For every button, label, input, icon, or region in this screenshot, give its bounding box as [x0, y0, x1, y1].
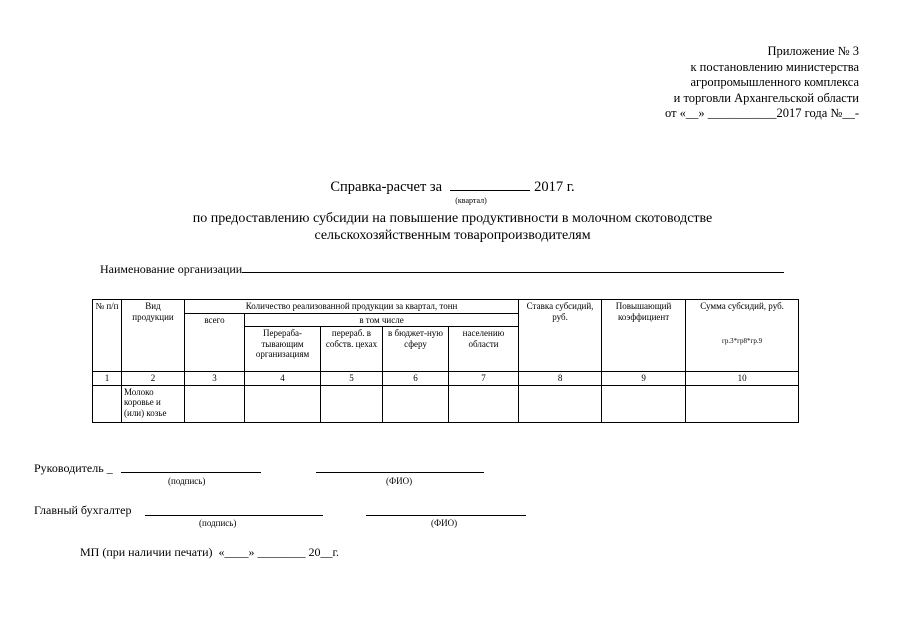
cell-coefficient	[602, 385, 686, 422]
seal-date: «____» ________ 20__г.	[218, 545, 340, 559]
table-row	[93, 385, 799, 422]
header-product: Вид продукции	[122, 300, 185, 372]
appendix-line: к постановлению министерства	[690, 59, 859, 74]
title-suffix: 2017 г.	[534, 179, 575, 195]
cell-total	[185, 385, 245, 422]
column-numbers-row	[93, 372, 799, 386]
cell-num	[93, 385, 122, 422]
header-including: в том числе	[245, 313, 519, 327]
header-population: населению области	[449, 327, 519, 372]
subtitle-line: по предоставлению субсидии на повышение продуктивности в молочном скотоводстве	[192, 211, 713, 226]
accountant-signature-line	[145, 515, 323, 516]
organization-label: Наименование организации	[100, 262, 243, 276]
accountant-name-caption: (ФИО)	[431, 518, 458, 528]
cell-sum	[686, 385, 799, 422]
sum-formula: гр.3*гр8*гр.9	[722, 336, 763, 345]
appendix-line: Приложение № 3	[767, 44, 859, 58]
header-rate: Ставка субсидий, руб.	[519, 300, 602, 372]
document-subtitle	[0, 210, 905, 244]
header-sum-label: Сумма субсидий, руб.	[700, 301, 784, 311]
column-number: 7	[449, 372, 519, 386]
cell-budget	[383, 385, 449, 422]
head-signature-label	[34, 461, 113, 476]
document-title	[0, 178, 905, 196]
head-name-caption: (ФИО)	[386, 476, 413, 486]
header-own-workshops: перераб. в собств. цехах	[321, 327, 383, 372]
column-number: 5	[321, 372, 383, 386]
accountant-signature-caption: (подпись)	[199, 518, 237, 528]
column-number: 3	[185, 372, 245, 386]
head-name-line	[316, 472, 484, 473]
organization-blank-line	[242, 261, 784, 273]
cell-own-workshops	[321, 385, 383, 422]
head-label-text: Руководитель	[34, 461, 104, 475]
seal-row	[80, 545, 339, 560]
head-signature-line	[121, 472, 261, 473]
head-signature-caption: (подпись)	[168, 476, 206, 486]
quarter-blank-line	[450, 178, 530, 191]
header-total: всего	[185, 313, 245, 372]
appendix-header	[499, 44, 859, 122]
accountant-signature-label: Главный бухгалтер	[34, 503, 132, 517]
header-processing: Перераба-тывающим организациям	[245, 327, 321, 372]
cell-population	[449, 385, 519, 422]
seal-label: МП (при наличии печати)	[80, 545, 213, 559]
header-quantity: Количество реализованной продукции за квартал, тонн	[185, 300, 519, 314]
header-coefficient: Повышающий коэффициент	[602, 300, 686, 372]
quarter-note: (квартал)	[455, 196, 487, 205]
head-dash: _	[106, 461, 113, 475]
header-budget: в бюджет-ную сферу	[383, 327, 449, 372]
organization-row	[100, 261, 784, 277]
title-prefix: Справка-расчет за	[330, 179, 443, 195]
column-number: 4	[245, 372, 321, 386]
appendix-line: агропромышленного комплекса	[690, 75, 859, 89]
subtitle-line: сельскохозяйственным товаропроизводителям	[314, 228, 591, 243]
appendix-line: и торговли Архангельской области	[673, 90, 859, 105]
cell-processing	[245, 385, 321, 422]
column-number: 10	[686, 372, 799, 386]
calculation-table	[92, 299, 799, 423]
column-number: 1	[93, 372, 122, 386]
header-num: № п/п	[93, 300, 122, 372]
header-sum	[686, 300, 799, 372]
column-number: 8	[519, 372, 602, 386]
appendix-line: от «__» ___________2017 года №__-	[664, 106, 859, 120]
accountant-name-line	[366, 515, 526, 516]
column-number: 6	[383, 372, 449, 386]
column-number: 2	[122, 372, 185, 386]
column-number: 9	[602, 372, 686, 386]
cell-product: Молоко коровье и (или) козье	[122, 385, 185, 422]
cell-rate	[519, 385, 602, 422]
